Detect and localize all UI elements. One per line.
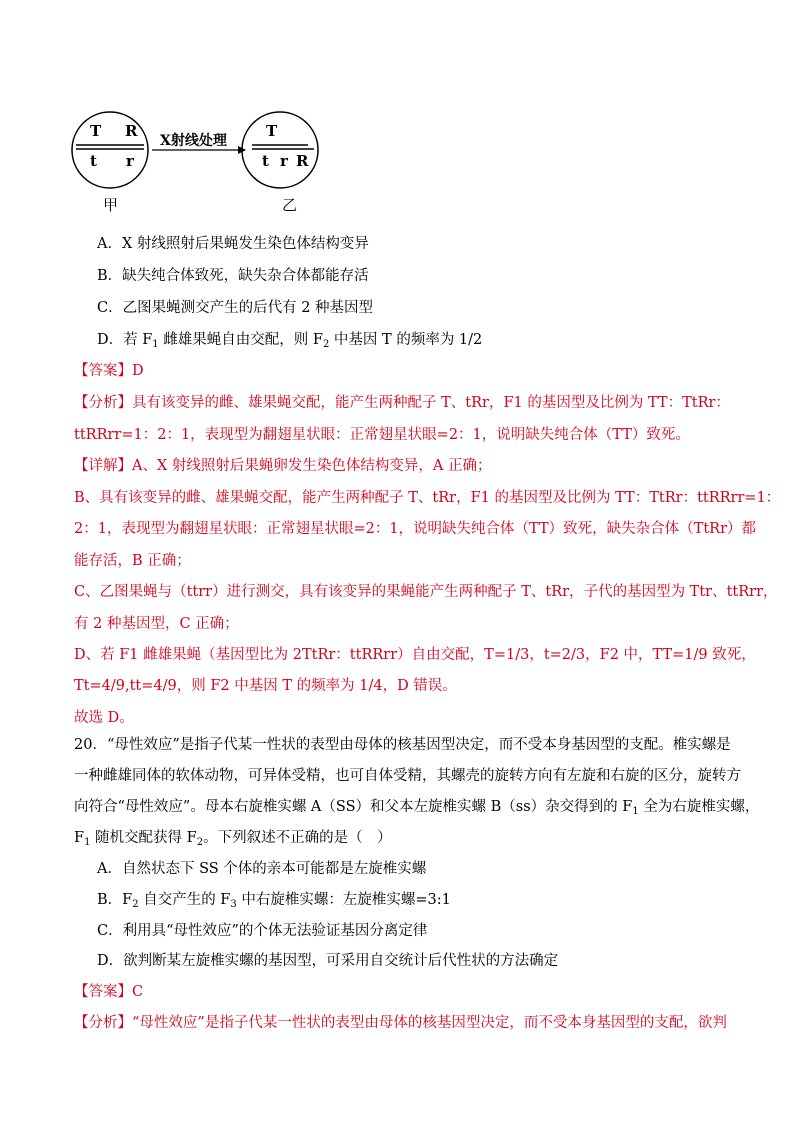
gene-T-yi: T: [266, 122, 278, 140]
q19-option-d: D．若 $F_1$ 雌雄果蝇自由交配，则 $F_2$ 中基因 T 的频率为 1/2: [97, 332, 483, 350]
q19-option-b: B．缺失纯合体致死，缺失杂合体都能存活: [97, 268, 369, 284]
caption-yi: 乙: [282, 196, 298, 214]
gene-r-jia: r: [126, 152, 134, 170]
q19-detail-line-9: 故选 D。: [74, 710, 134, 726]
gene-t-yi: t: [262, 152, 269, 170]
q19-option-a: A．X 射线照射后果蝇发生染色体结构变异: [97, 236, 369, 252]
q19-detail-line-2: B、具有该变异的雌、雄果蝇交配，能产生两种配子 T、tRr，F1 的基因型及比例为 TT：TtRr：ttRRrr=1：: [74, 490, 781, 506]
q19-detail-line-7: D、若 F1 雌雄果蝇（基因型比为 2TtRr：ttRRrr）自由交配，T=1/3，t=2/3，F2 中，TT=1/9 致死，: [74, 647, 756, 663]
chromosome-diagram: [70, 108, 340, 218]
q19-detail-line-6: 有 2 种基因型，C 正确；: [74, 616, 239, 632]
q20-stem-line-2: 一种雌雄同体的软体动物，可异体受精，也可自体受精，其螺壳的旋转方向有左旋和右旋的区分，旋转方: [74, 768, 741, 784]
gene-R-jia: R: [125, 122, 138, 140]
q19-analysis-line-2: ttRRrr=1：2：1，表现型为翻翅星状眼：正常翅星状眼=2：1，说明缺失纯合体（TT）致死。: [74, 427, 690, 443]
q19-option-c: C．乙图果蝇测交产生的后代有 2 种基因型: [97, 300, 374, 316]
q19-detail-line-1: 【详解】A、X 射线照射后果蝇卵发生染色体结构变异，A 正确；: [74, 458, 492, 474]
circle-yi: [242, 112, 318, 188]
gene-r-yi: r: [280, 152, 288, 170]
q20-stem-line-4: $F_1$ 随机交配获得 $F_2$。下列叙述不正确的是（ ）: [74, 830, 392, 848]
gene-t-jia: t: [90, 152, 97, 170]
q19-detail-line-5: C、乙图果蝇与（ttrr）进行测交，具有该变异的果蝇能产生两种配子 T、tRr，子代的基因型为 Ttr、ttRrr，: [74, 584, 778, 600]
gene-R-yi: R: [296, 152, 309, 170]
q20-analysis-line-1: 【分析】“母性效应”是指子代某一性状的表型由母体的核基因型决定，而不受本身基因型的支配，欲判: [74, 1015, 727, 1031]
q20-option-b: B．$F_2$ 自交产生的 $F_3$ 中右旋椎实螺：左旋椎实螺=3:1: [97, 892, 451, 910]
q19-answer: 【答案】D: [74, 363, 144, 379]
q20-option-a: A．自然状态下 SS 个体的亲本可能都是左旋椎实螺: [97, 861, 427, 877]
q19-detail-line-8: Tt=4/9,tt=4/9，则 F2 中基因 T 的频率为 1/4，D 错误。: [74, 678, 457, 694]
q20-option-d: D．欲判断某左旋椎实螺的基因型，可采用自交统计后代性状的方法确定: [97, 953, 559, 969]
q20-option-c: C．利用具“母性效应”的个体无法验证基因分离定律: [97, 923, 428, 939]
arrow-label: X射线处理: [160, 133, 227, 149]
q19-detail-line-4: 能存活，B 正确；: [74, 553, 191, 569]
q19-analysis-line-1: 【分析】具有该变异的雌、雄果蝇交配，能产生两种配子 T、tRr，F1 的基因型及比例为 TT：TtRr：: [74, 395, 730, 411]
q20-answer: 【答案】C: [74, 984, 144, 1000]
gene-T-jia: T: [90, 122, 102, 140]
caption-jia: 甲: [103, 196, 119, 214]
q20-stem-line-1: 20．“母性效应”是指子代某一性状的表型由母体的核基因型决定，而不受本身基因型的支配。椎实螺是: [74, 737, 731, 753]
q19-detail-line-3: 2：1，表现型为翻翅星状眼：正常翅星状眼=2：1，说明缺失纯合体（TT）致死，缺失杂合体（TtRr）都: [74, 521, 757, 537]
q20-stem-line-3: 向符合“母性效应”。母本右旋椎实螺 A（SS）和父本左旋椎实螺 B（ss）杂交得到的 $F_1$ 全为右旋椎实螺，: [74, 799, 760, 817]
